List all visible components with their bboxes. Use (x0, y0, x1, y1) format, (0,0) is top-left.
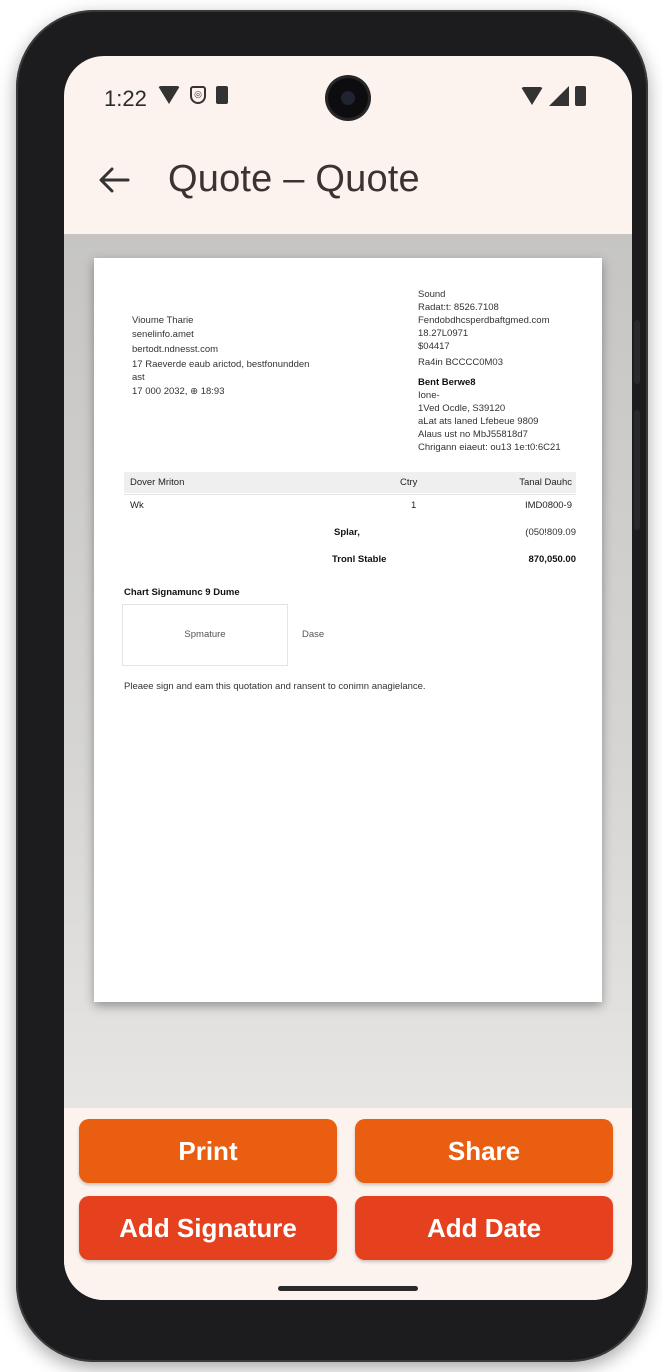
vpn-icon: ◎ (190, 86, 206, 104)
app-bar (64, 142, 632, 234)
wifi-icon (521, 87, 543, 105)
company-address: 17 Raeverde eaub arictod, bestfonundden (132, 359, 310, 370)
client-line: aLat ats laned Lfebeue 9809 (418, 416, 539, 427)
action-bar (64, 1108, 632, 1300)
wifi-icon (158, 86, 180, 104)
print-button[interactable]: Print (79, 1119, 337, 1183)
meta-line: Sound (418, 289, 446, 300)
signature-placeholder: Spmature (184, 629, 226, 640)
company-address-2: ast (132, 372, 145, 383)
home-indicator[interactable] (278, 1286, 418, 1291)
company-name: Vioume Tharie (132, 315, 194, 326)
power-button (634, 320, 640, 384)
meta-line: Fendobdhcsperdbaftgmed.com (418, 315, 550, 326)
column-header: Dover Mriton (130, 477, 185, 488)
company-email: senelinfo.amet (132, 329, 194, 340)
status-bar (64, 56, 632, 142)
client-line: 1Ved Ocdle, S39120 (418, 403, 506, 414)
column-header: Ctry (400, 477, 418, 488)
screen (64, 56, 632, 1300)
company-website: bertodt.ndnesst.com (132, 344, 219, 355)
table-row (124, 494, 576, 514)
status-icons-right (521, 86, 586, 106)
date-label: Dase (302, 629, 325, 640)
client-line: Chrigann eiaeut: ou13 1e:t0:6C21 (418, 442, 561, 453)
meta-line: Ra4in BCCCC0M03 (418, 357, 504, 368)
table-cell: IMD0800-9 (525, 500, 572, 511)
document-preview-area[interactable] (64, 234, 632, 1108)
page-title: Quote – Quote (168, 158, 420, 200)
status-icons-left (158, 86, 228, 104)
meta-line: 18.27L0971 (418, 328, 469, 339)
client-line: Ione- (418, 390, 440, 401)
camera-icon (328, 78, 368, 118)
arrow-left-icon (94, 160, 134, 200)
phone-frame (16, 10, 648, 1362)
sim-icon (216, 86, 228, 104)
quote-document (94, 258, 602, 1002)
subtotal-value: (050!809.09 (525, 527, 576, 538)
share-button[interactable]: Share (355, 1119, 613, 1183)
meta-line: $04417 (418, 341, 450, 352)
back-button[interactable] (94, 160, 134, 200)
company-date: 17 000 2032, ⊕ 18:93 (132, 386, 225, 397)
signature-box[interactable] (122, 604, 288, 666)
add-date-button[interactable]: Add Date (355, 1196, 613, 1260)
document-note: Pleaee sign and eam this quotation and ransent to conimn anagielance. (124, 681, 426, 692)
items-table-header (124, 472, 576, 493)
client-line: Alaus ust no MbJ55818d7 (418, 429, 528, 440)
meta-line: Radat:t: 8526.7108 (418, 302, 499, 313)
signature-heading: Chart Signamunc 9 Dume (124, 587, 240, 598)
battery-icon (575, 86, 586, 106)
client-heading: Bent Berwe8 (418, 377, 476, 388)
subtotal-label: Splar, (334, 527, 360, 538)
add-signature-button[interactable]: Add Signature (79, 1196, 337, 1260)
volume-button (634, 410, 640, 530)
table-cell: Wk (130, 500, 144, 511)
signal-icon (549, 86, 569, 106)
total-value: 870,050.00 (528, 554, 576, 565)
column-header: Tanal Dauhc (519, 477, 572, 488)
table-cell: 1 (411, 500, 417, 511)
status-time: 1:22 (104, 86, 147, 111)
total-label: Tronl Stable (332, 554, 387, 565)
